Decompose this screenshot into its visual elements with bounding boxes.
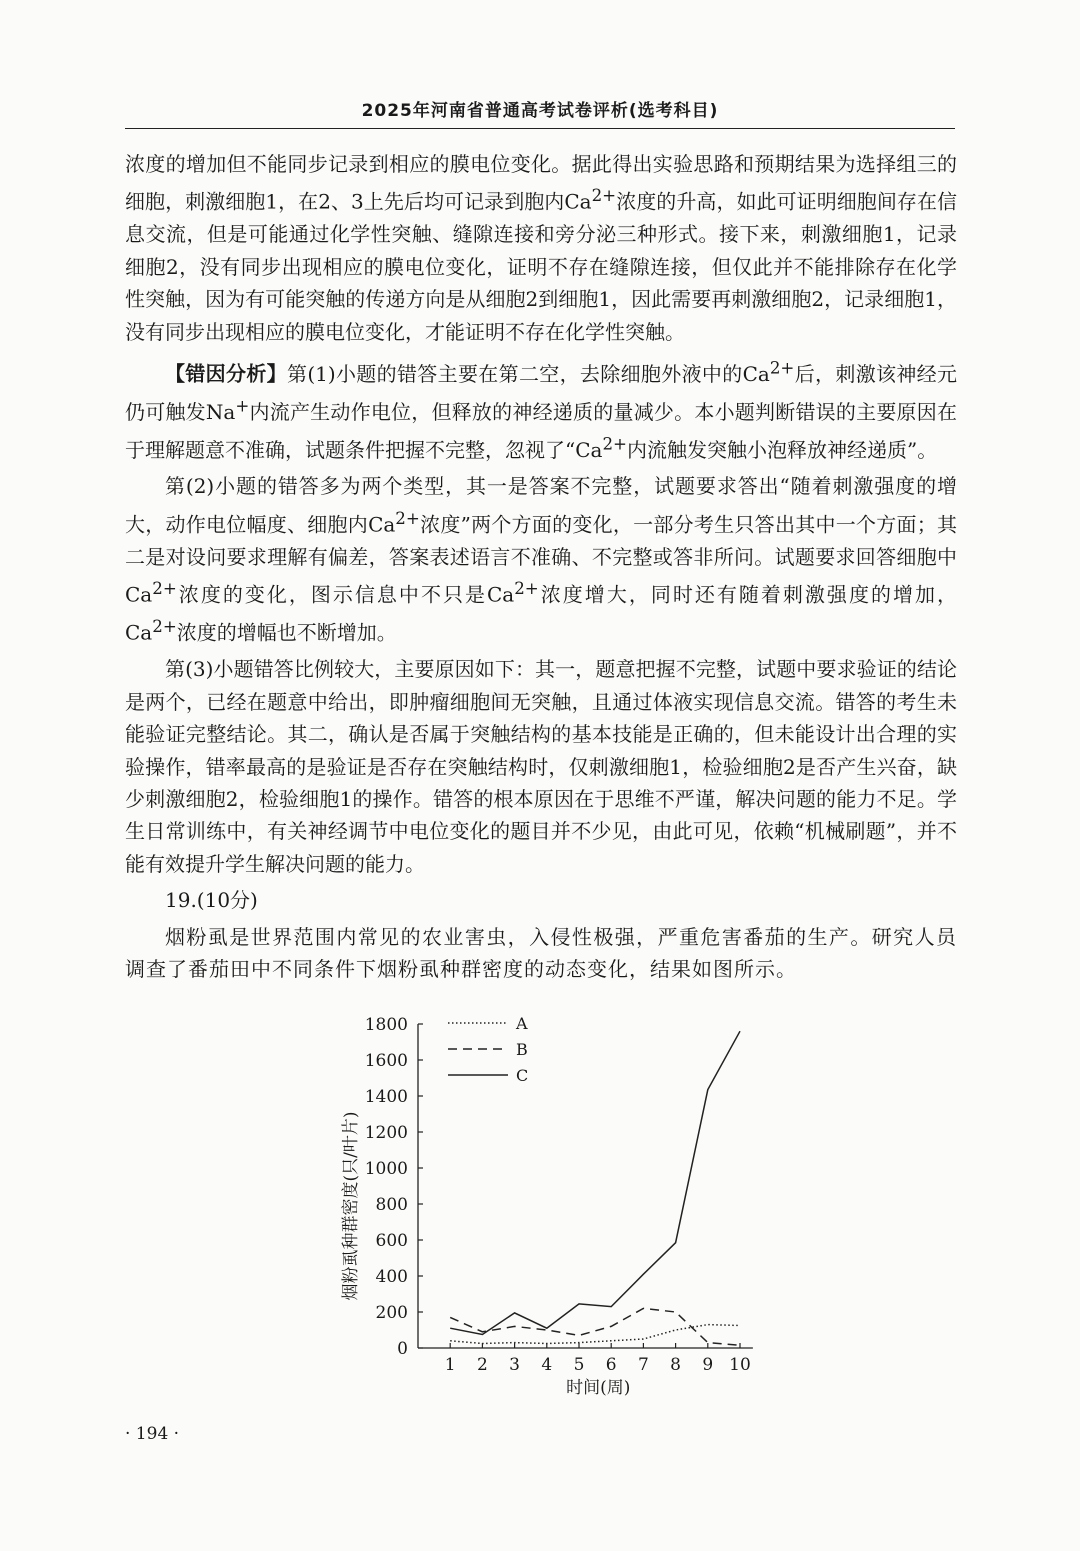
y-axis-label: 烟粉虱种群密度(只/叶片) xyxy=(341,1111,361,1301)
paragraph-question-3: 第(3)小题错答比例较大，主要原因如下：其一，题意把握不完整，试题中要求验证的结论是两个，已经在题意中给出，即肿瘤细胞间无突触，且通过体液实现信息交流。错答的考生未能验证完整结论。其二，确认是否属于突触结构的基本技能是正确的，但未能设计出合理的实验操作，错率最高的是验证是否存在突触结构时，仅刺激细胞1，检验细胞2是否产生兴奋，缺少刺激细胞2，检验细胞1的操作。错答的根本原因在于思维不严谨，解决问题的能力不足。学生日常训练中，有关神经调节中电位变化的题目并不少见，由此可见，依赖“机械刷题”，并不能有效提升学生解决问题的能力。 xyxy=(125,657,957,876)
error-analysis-label: 【错因分析】 xyxy=(165,361,287,386)
y-tick-label: 200 xyxy=(375,1303,408,1323)
population-density-chart xyxy=(330,1005,770,1405)
y-tick-label: 400 xyxy=(375,1267,408,1287)
x-tick-label: 6 xyxy=(605,1355,617,1375)
header-rule xyxy=(125,128,955,129)
question-label: 19.(10分) xyxy=(165,888,258,913)
body-text xyxy=(125,148,957,989)
paragraph-error-analysis xyxy=(125,352,957,466)
error-analysis-text: 第(1)小题的错答主要在第二空，去除细胞外液中的$Ca^{2+}$后，刺激该神经元仍可触发Na+内流产生动作电位，但释放的神经递质的量减少。本小题判断错误的主要原因在于理解题意不准确，试题条件把握不完整，忽视了“$Ca^{2+}$内流触发突触小泡释放神经递质”。 xyxy=(125,358,958,462)
page-number: · 194 · xyxy=(125,1424,180,1444)
series-line-C xyxy=(450,1031,740,1334)
legend-label-A: A xyxy=(516,1014,528,1033)
y-tick-label: 1200 xyxy=(364,1123,408,1143)
x-tick-label: 9 xyxy=(702,1355,714,1375)
paragraph-continuation: 浓度的增加但不能同步记录到相应的膜电位变化。据此得出实验思路和预期结果为选择组三的细胞，刺激细胞1，在2、3上先后均可记录到胞内$Ca^{2+}$浓度的升高，如此可证明细胞间存在信息交流，但是可能通过化学性突触、缝隙连接和旁分泌三种形式。接下来，刺激细胞1，记录细胞2，没有同步出现相应的膜电位变化，证明不存在缝隙连接，但仅此并不能排除存在化学性突触，因为有可能突触的传递方向是从细胞2到细胞1，因此需要再刺激细胞2，记录细胞1，没有同步出现相应的膜电位变化，才能证明不存在化学性突触。 xyxy=(125,152,958,344)
chart-svg xyxy=(330,1005,770,1405)
question-stem: 烟粉虱是世界范围内常见的农业害虫，入侵性极强，严重危害番茄的生产。研究人员调查了番茄田中不同条件下烟粉虱种群密度的动态变化，结果如图所示。 xyxy=(125,924,957,981)
y-tick-label: 600 xyxy=(375,1231,408,1251)
y-tick-label: 1800 xyxy=(364,1015,408,1035)
x-axis-label: 时间(周) xyxy=(566,1378,631,1398)
legend-label-C: C xyxy=(516,1066,529,1085)
y-tick-label: 1400 xyxy=(364,1087,408,1107)
x-tick-label: 1 xyxy=(444,1355,456,1375)
running-header: 2025年河南省普通高考试卷评析(选考科目) xyxy=(361,101,719,121)
x-tick-label: 2 xyxy=(476,1355,488,1375)
paragraph-question-2: 第(2)小题的错答多为两个类型，其一是答案不完整，试题要求答出“随着刺激强度的增大，动作电位幅度、细胞内$Ca^{2+}$浓度”两个方面的变化，一部分考生只答出其中一个方面；其二是对设问要求理解有偏差，答案表述语言不准确、不完整或答非所问。试题要求回答细胞中$Ca^{2+}$浓度的变化，图示信息中不只是$Ca^{2+}$浓度增大，同时还有随着刺激强度的增加，$Ca^{2+}$浓度的增幅也不断增加。 xyxy=(125,474,957,645)
y-tick-label: 1600 xyxy=(364,1051,408,1071)
x-tick-label: 3 xyxy=(509,1355,521,1375)
x-tick-label: 5 xyxy=(573,1355,585,1375)
x-tick-label: 4 xyxy=(541,1355,553,1375)
x-tick-label: 8 xyxy=(670,1355,682,1375)
x-tick-label: 7 xyxy=(637,1355,649,1375)
y-tick-label: 800 xyxy=(375,1195,408,1215)
y-tick-label: 1000 xyxy=(364,1159,408,1179)
x-tick-label: 10 xyxy=(729,1355,751,1375)
y-tick-label: 0 xyxy=(397,1339,408,1359)
legend-label-B: B xyxy=(516,1040,528,1059)
